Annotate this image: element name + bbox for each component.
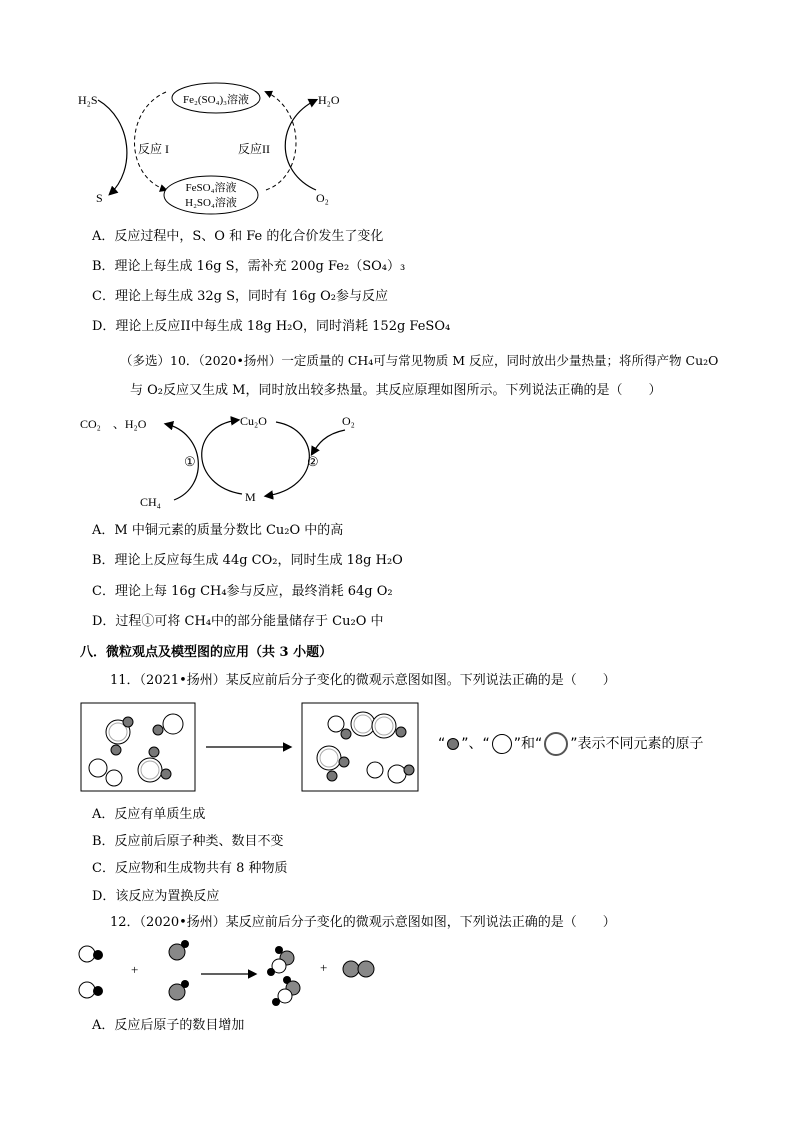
q10-option-a: A．M 中铜元素的质量分数比 Cu₂O 中的高 [92,523,344,538]
q9-option-b: B．理论上每生成 16g S，需补充 200g Fe₂（SO₄）₃ [92,259,406,274]
feso4-label: FeSO₄溶液 [185,182,237,194]
q10-option-b: B．理论上反应每生成 44g CO₂，同时生成 18g H₂O [92,553,403,568]
q11-option-a: A．反应有单质生成 [92,807,206,822]
h2s-label: H₂S [78,93,98,107]
q11-stem: 11．（2021•扬州）某反应前后分子变化的微观示意图如图。下列说法正确的是（ ） [110,673,616,688]
dashed-arrow-right [266,92,296,190]
arrow-m-to-cu2o [202,420,242,494]
reaction-cycle-diagram [70,80,360,220]
o2-label-2: O₂ [342,414,355,428]
legend-tail: ”表示不同元素的原子 [570,736,704,752]
arrow-o2-in [312,430,345,454]
q12-option-a: A．反应后原子的数目增加 [92,1018,245,1033]
legend-large-white-atom-icon [544,732,568,756]
legend-sep-1: ”、“ [461,736,490,752]
reaction-2-label: 反应II [238,142,270,156]
step-2-label: ② [307,454,319,469]
q11-option-d: D．该反应为置换反应 [92,889,220,904]
o2-label: O₂ [316,191,329,205]
arrow-o2-to-h2o [285,100,316,190]
step-1-label: ① [184,454,196,469]
legend-small-dark-atom-icon [447,738,459,750]
reaction-1-label: 反应 I [138,142,169,156]
q10-option-c: C．理论上每 16g CH₄参与反应，最终消耗 64g O₂ [92,584,393,599]
q11-micro-diagram [78,700,423,796]
h2so4-label: H₂SO₄溶液 [185,197,237,209]
q12-stem: 12．（2020•扬州）某反应前后分子变化的微观示意图如图，下列说法正确的是（ ） [110,915,616,930]
q9-option-c: C．理论上每生成 32g S，同时有 16g O₂参与反应 [92,289,388,304]
legend-medium-white-atom-icon [492,734,512,754]
s-label: S [96,191,103,205]
arrow-h2s-to-s [98,100,127,194]
q10-stem-line2: 与 O₂反应又生成 M，同时放出较多热量。其反应原理如图所示。下列说法正确的是（ ） [130,383,662,398]
m-label: M [245,490,256,504]
arrow-cu2o-to-m [266,422,309,496]
section-heading: 八．微粒观点及模型图的应用（共 3 小题） [80,645,333,660]
q11-legend [438,732,704,756]
dashed-arrow-left [135,92,167,190]
h2o-label: H₂O [318,93,340,107]
products-label: CO₂ 、H₂O [80,417,147,431]
q12-micro-diagram [75,940,395,1010]
q12-plus-2: + [320,960,328,975]
ch4-label: CH₄ [140,495,161,509]
q9-option-a: A．反应过程中，S、O 和 Fe 的化合价发生了变化 [92,229,384,244]
q10-option-d: D．过程①可将 CH₄中的部分能量储存于 Cu₂O 中 [92,614,384,629]
legend-quote-open: “ [438,736,446,752]
cu2o-label: Cu₂O [240,414,267,428]
q9-option-d: D．理论上反应II中每生成 18g H₂O，同时消耗 152g FeSO₄ [92,319,451,334]
q11-option-c: C．反应物和生成物共有 8 种物质 [92,861,288,876]
fe2so43-label: Fe₂(SO₄)₃溶液 [183,94,249,106]
q12-plus-1: + [131,962,139,977]
legend-and: ”和“ [513,736,543,752]
q10-stem-line1: （多选）10．（2020•扬州）一定质量的 CH₄可与常见物质 M 反应，同时放出少量热量；将所得产物 Cu₂O [120,353,719,368]
cu2o-cycle-diagram [70,408,370,518]
q11-option-b: B．反应前后原子种类、数目不变 [92,834,284,849]
